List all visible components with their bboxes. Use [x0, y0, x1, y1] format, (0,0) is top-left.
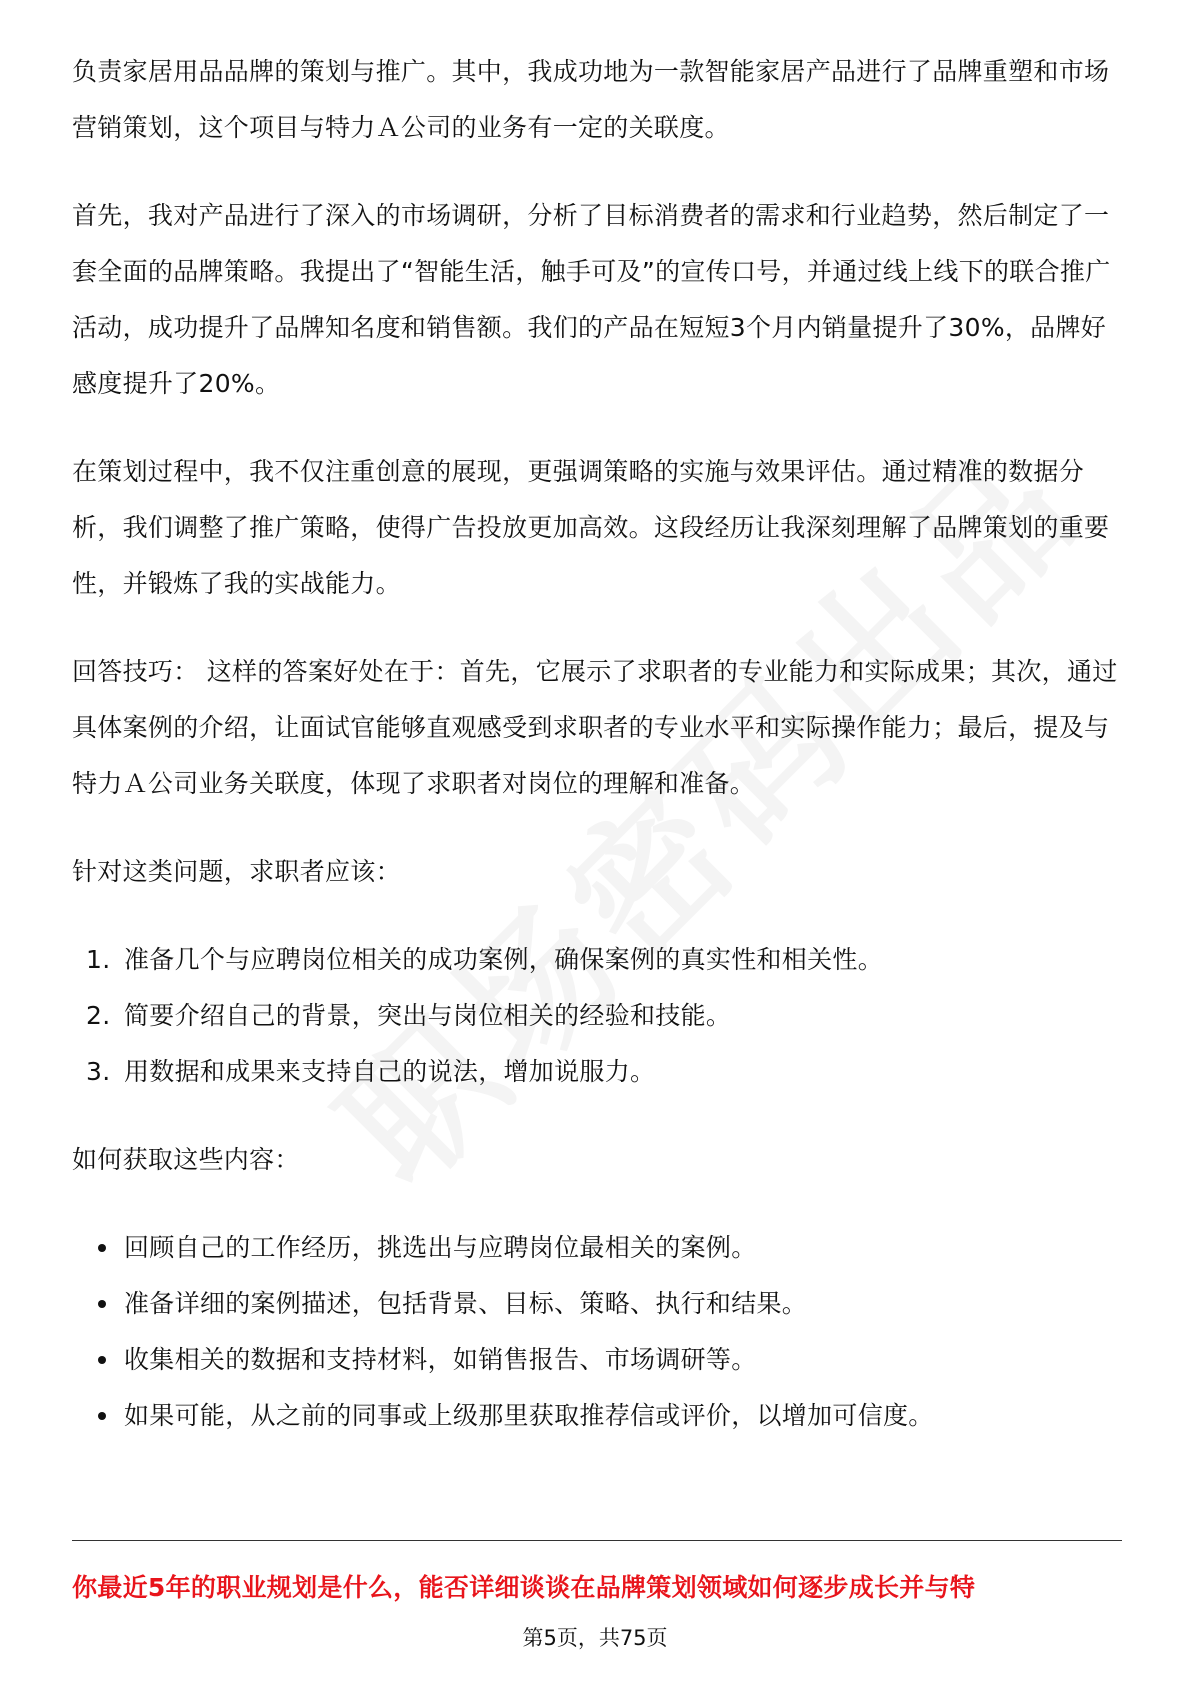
paragraph-answer-tips: 回答技巧： 这样的答案好处在于：首先，它展示了求职者的专业能力和实际成果；其次，通过具体案例的介绍，让面试官能够直观感受到求职者的专业水平和实际操作能力；最后，提及与特力Ａ公司业务关联度，体现了求职者对岗位的理解和准备。: [72, 657, 1118, 798]
paragraph-should-do: 针对这类问题，求职者应该：: [72, 857, 401, 886]
bullet-icon: [98, 1412, 106, 1420]
list-item-text: 简要介绍自己的背景，突出与岗位相关的经验和技能。: [124, 1001, 732, 1030]
list-item: [72, 1220, 1122, 1276]
list-item-text: 回顾自己的工作经历，挑选出与应聘岗位最相关的案例。: [124, 1233, 757, 1262]
list-marker: 2.: [86, 1001, 111, 1030]
bullet-icon: [98, 1244, 106, 1252]
bullet-icon: [98, 1356, 106, 1364]
list-item: [72, 988, 1122, 1044]
list-item-text: 准备详细的案例描述，包括背景、目标、策略、执行和结果。: [124, 1289, 808, 1318]
list-item: [72, 1044, 1122, 1100]
list-marker: 1.: [86, 945, 111, 974]
bullet-list: [72, 1220, 1122, 1444]
list-item-text: 如果可能，从之前的同事或上级那里获取推荐信或评价，以增加可信度。: [124, 1401, 934, 1430]
list-item: [72, 1276, 1122, 1332]
paragraph-process: 在策划过程中，我不仅注重创意的展现，更强调策略的实施与效果评估。通过精准的数据分析，我们调整了推广策略，使得广告投放更加高效。这段经历让我深刻理解了品牌策划的重要性，并锻炼了我的实战能力。: [72, 457, 1110, 598]
list-item-text: 收集相关的数据和支持材料，如销售报告、市场调研等。: [124, 1345, 757, 1374]
list-item: [72, 932, 1122, 988]
list-marker: 3.: [86, 1057, 111, 1086]
next-question-heading: 你最近5年的职业规划是什么，能否详细谈谈在品牌策划领域如何逐步成长并与特: [72, 1573, 976, 1602]
list-item-text: 准备几个与应聘岗位相关的成功案例，确保案例的真实性和相关性。: [124, 945, 884, 974]
page-number: 第5页，共75页: [522, 1626, 668, 1650]
paragraph-research: 首先，我对产品进行了深入的市场调研，分析了目标消费者的需求和行业趋势，然后制定了一套全面的品牌策略。我提出了“智能生活，触手可及”的宣传口号，并通过线上线下的联合推广活动，成功提升了品牌知名度和销售额。我们的产品在短短3个月内销量提升了30%，品牌好感度提升了20%。: [72, 201, 1111, 398]
bullet-icon: [98, 1300, 106, 1308]
paragraph-intro: 负责家居用品品牌的策划与推广。其中，我成功地为一款智能家居产品进行了品牌重塑和市场营销策划，这个项目与特力Ａ公司的业务有一定的关联度。: [72, 57, 1110, 142]
list-item: [72, 1332, 1122, 1388]
ordered-list: [72, 932, 1122, 1100]
footer-divider: [72, 1540, 1122, 1541]
how-to-heading: 如何获取这些内容：: [72, 1145, 300, 1174]
list-item: [72, 1388, 1122, 1444]
list-item-text: 用数据和成果来支持自己的说法，增加说服力。: [124, 1057, 656, 1086]
page-content: [72, 44, 1122, 1476]
